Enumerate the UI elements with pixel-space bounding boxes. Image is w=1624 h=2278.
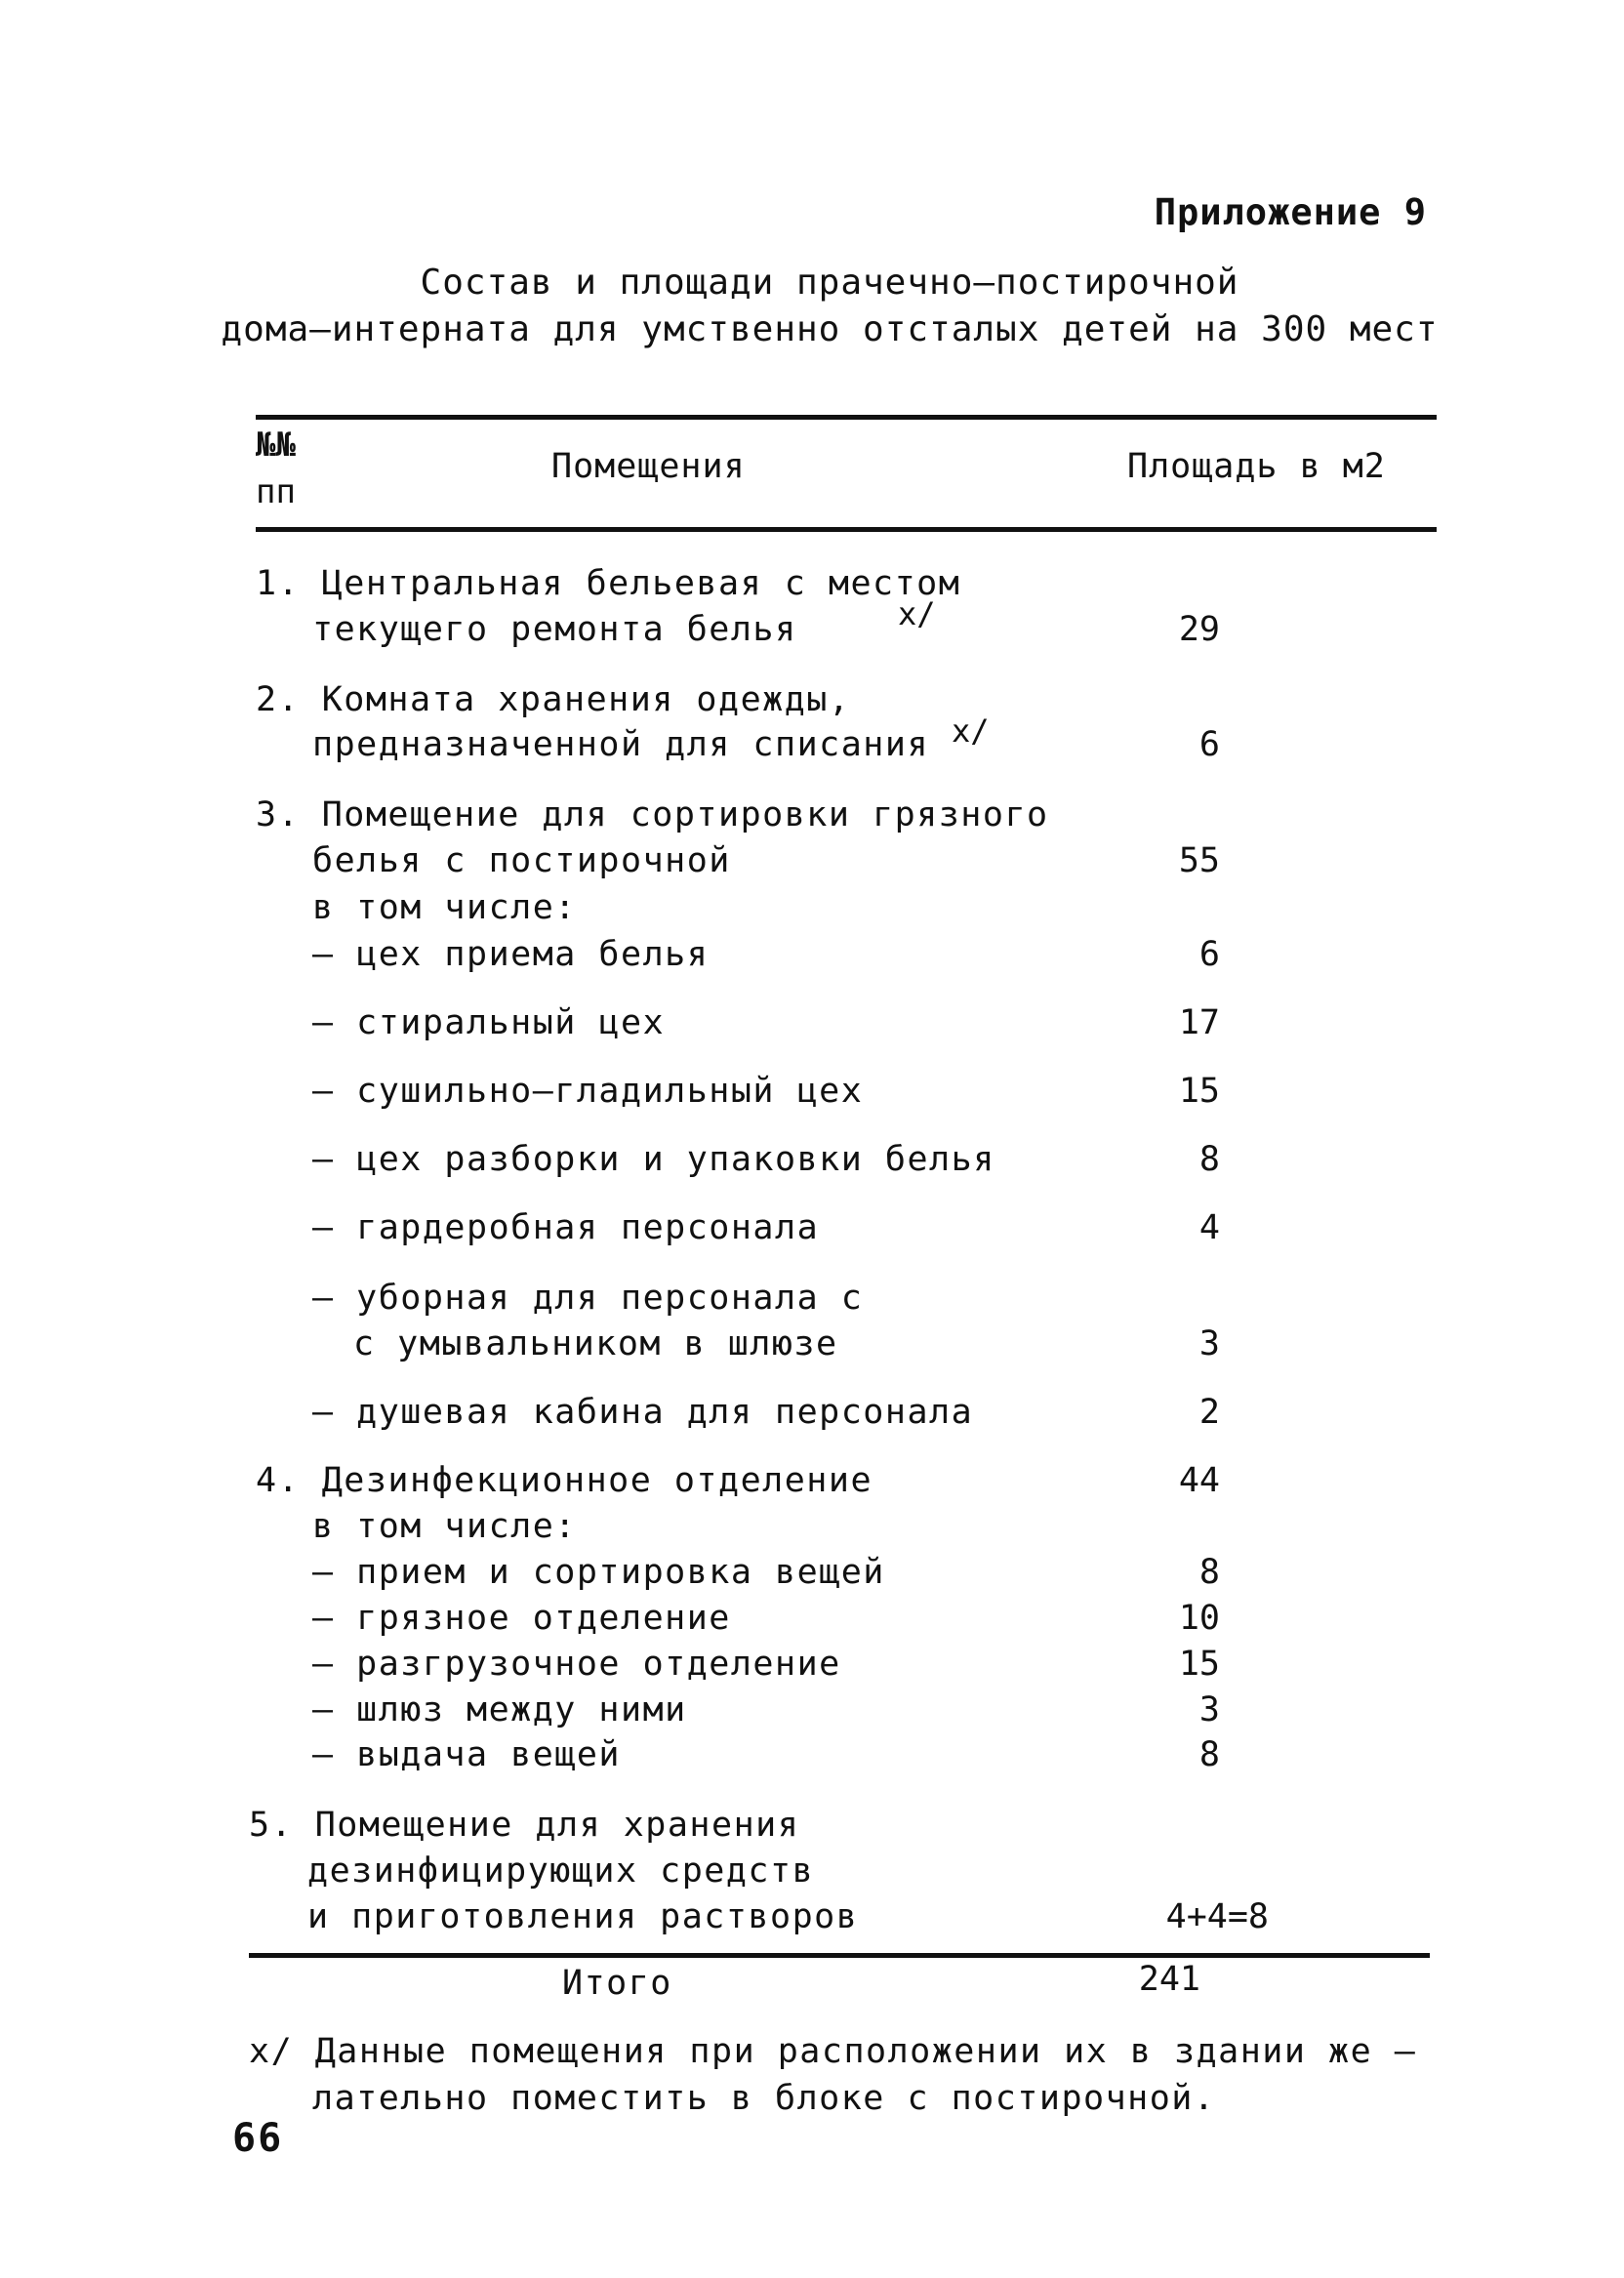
row-4-sub-1: – прием и сортировка вещей: [312, 1553, 885, 1592]
row-2-area: 6: [1198, 725, 1220, 764]
row-3-including: в том числе:: [312, 888, 577, 927]
row-1-footnote-mark: x/: [898, 595, 936, 632]
row-1-line-2: текущего ремонта белья: [312, 610, 797, 649]
title-line-1: Состав и площади прачечно–постирочной: [420, 263, 1239, 303]
row-4-sub-4: – шлюз между ними: [312, 1690, 687, 1729]
row-3-sub-5-area: 4: [1198, 1208, 1220, 1247]
row-3-sub-7: – душевая кабина для персонала: [312, 1393, 974, 1432]
row-3-sub-6-line-1: – уборная для персонала с: [312, 1279, 864, 1318]
row-5-area: 4+4=8: [1165, 1897, 1269, 1936]
row-3-sub-1-area: 6: [1198, 935, 1220, 974]
row-3-sub-6-line-2: с умывальником в шлюзе: [353, 1324, 838, 1363]
row-3-sub-5: – гардеробная персонала: [312, 1208, 820, 1247]
header-number-line1: №№: [256, 426, 296, 465]
row-4-sub-1-area: 8: [1198, 1553, 1220, 1592]
footnote-line-1: x/ Данные помещения при расположении их в здании же –: [249, 2032, 1417, 2071]
row-3-sub-3-area: 15: [1178, 1072, 1220, 1111]
row-2-line-1: 2. Комната хранения одежды,: [256, 680, 851, 719]
row-2-line-2: предназначенной для списания: [312, 725, 930, 764]
row-3-sub-6-area: 3: [1198, 1324, 1220, 1363]
total-rule: [249, 1953, 1430, 1958]
row-4-sub-2-area: 10: [1178, 1599, 1220, 1638]
row-1-area: 29: [1178, 610, 1220, 649]
row-3-sub-4: – цех разборки и упаковки белья: [312, 1140, 995, 1179]
row-3-sub-4-area: 8: [1198, 1140, 1220, 1179]
row-3-sub-1: – цех приема белья: [312, 935, 710, 974]
total-label: Итого: [562, 1964, 672, 2003]
row-3-sub-2: – стиральный цех: [312, 1003, 666, 1042]
row-5-line-2: дезинфицирующих средств: [307, 1851, 815, 1891]
row-3-sub-2-area: 17: [1178, 1003, 1220, 1042]
row-4-sub-4-area: 3: [1198, 1690, 1220, 1729]
row-5-line-1: 5. Помещение для хранения: [249, 1806, 800, 1845]
table-header-rule: [256, 527, 1437, 532]
row-4-sub-3: – разгрузочное отделение: [312, 1645, 841, 1684]
row-4-area: 44: [1178, 1461, 1220, 1500]
footnote-line-2: лательно поместить в блоке с постирочной.: [312, 2079, 1216, 2118]
row-3-line-2: белья с постирочной: [312, 841, 731, 880]
row-5-line-3: и приготовления растворов: [307, 1897, 859, 1936]
header-number-line2: пп: [256, 472, 296, 511]
row-3-sub-3: – сушильно–гладильный цех: [312, 1072, 864, 1111]
row-4-sub-5-area: 8: [1198, 1735, 1220, 1774]
header-rooms-column: Помещения: [551, 447, 746, 486]
row-3-area: 55: [1178, 841, 1220, 880]
row-2-footnote-mark: x/: [952, 712, 990, 750]
header-number-column: [256, 422, 296, 515]
appendix-label: Приложение 9: [1154, 191, 1427, 233]
row-1-line-1: 1. Центральная бельевая с местом: [256, 564, 961, 603]
row-4-including: в том числе:: [312, 1507, 577, 1546]
row-4-line-1: 4. Дезинфекционное отделение: [256, 1461, 873, 1500]
page-number: 66: [232, 2116, 284, 2161]
row-4-sub-2: – грязное отделение: [312, 1599, 731, 1638]
table-top-rule: [256, 415, 1437, 420]
row-3-line-1: 3. Помещение для сортировки грязного: [256, 795, 1049, 834]
row-3-sub-7-area: 2: [1198, 1393, 1220, 1432]
total-value: 241: [1138, 1960, 1200, 1999]
title-line-2: дома–интерната для умственно отсталых детей на 300 мест: [221, 309, 1439, 349]
row-4-sub-3-area: 15: [1178, 1645, 1220, 1684]
header-area-column: Площадь в м2: [1127, 447, 1386, 486]
row-4-sub-5: – выдача вещей: [312, 1735, 622, 1774]
